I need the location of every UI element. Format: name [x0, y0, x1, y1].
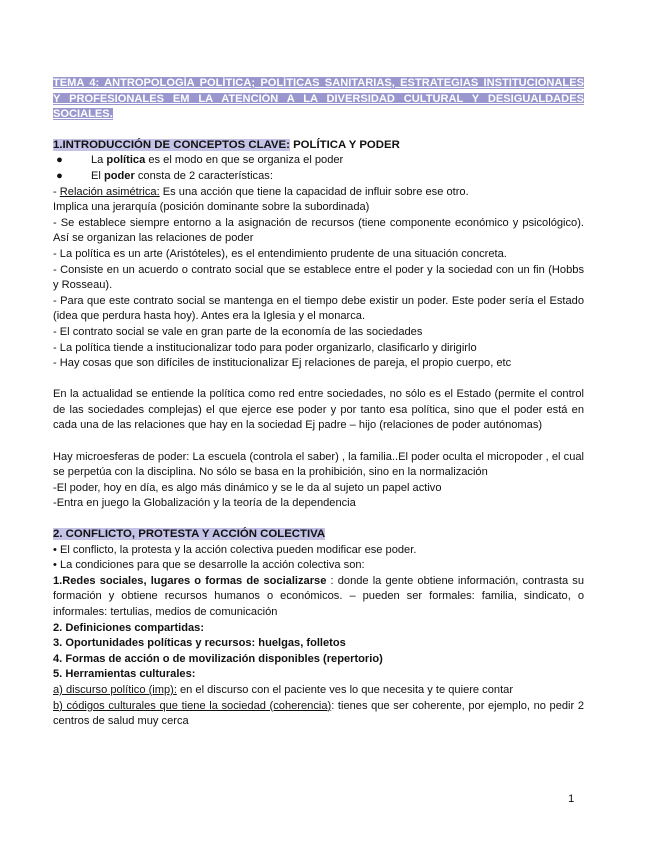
- paragraph-line: -El poder, hoy en día, es algo más dinámico y se le da al sujeto un papel activo: [53, 481, 442, 494]
- bullet-dot-icon: ●: [53, 169, 63, 182]
- bullet-politica: [53, 153, 584, 169]
- section-2-heading-text: 2. CONFLICTO, PROTESTA Y ACCIÓN COLECTIVA: [53, 528, 326, 541]
- bullet-poder: [53, 169, 584, 185]
- section-1-line: - Hay cosas que son difíciles de institucionalizar Ej relaciones de pareja, el propio cuerpo, etc: [53, 357, 512, 370]
- section-1-line: Implica una jerarquía (posición dominante sobre la subordinada): [53, 201, 370, 214]
- sub-item-codigos: [53, 699, 584, 730]
- page-content: [53, 76, 584, 730]
- section-1-heading-b: POLÍTICA Y PODER: [289, 138, 400, 151]
- section-1-line: - La política tiende a institucionalizar todo para poder organizarlo, clasificarlo y dirigirlo: [53, 341, 477, 354]
- section-1-heading: [53, 138, 584, 154]
- section-1-line: - La política es un arte (Aristóteles), es el entendimiento prudente de una situación concreta.: [53, 247, 507, 260]
- item-bold: 4. Formas de acción o de movilización disponibles (repertorio): [53, 652, 383, 665]
- item-redes-sociales-label: 1.Redes sociales, lugares o formas de socializarse: [53, 574, 327, 587]
- paragraph-microesferas: Hay microesferas de poder: La escuela (controla el saber) , la familia..El poder oculta el micropoder , el cual se perpetúa con la disciplina. No sólo se basa en la prohibición, sino en la normalización: [53, 450, 584, 479]
- bullet-politica-text: La política es el modo en que se organiza el poder: [91, 154, 344, 167]
- section-2-bullet: • La condiciones para que se desarrolle la acción colectiva son:: [53, 559, 365, 572]
- paragraph-line: -Entra en juego la Globalización y la teoría de la dependencia: [53, 497, 356, 510]
- section-1-line: - Consiste en un acuerdo o contrato social que se establece entre el poder y la sociedad con un fin (Hobbs y Rosseau).: [53, 263, 584, 292]
- item-redes-sociales: [53, 574, 584, 621]
- sub-item-discurso-label: a) discurso político (imp):: [53, 683, 177, 696]
- bullet-poder-text: El poder consta de 2 características:: [91, 169, 273, 182]
- section-1-heading-a: 1.INTRODUCCIÓN DE CONCEPTOS CLAVE:: [53, 138, 290, 151]
- sub-item-discurso: [53, 683, 584, 699]
- item-bold: 3. Oportunidades políticas y recursos: huelgas, folletos: [53, 637, 346, 650]
- section-2-heading: [53, 527, 584, 543]
- relacion-asimetrica: - Relación asimétrica: Es una acción que tiene la capacidad de influir sobre ese otro.: [53, 185, 469, 198]
- item-bold: 2. Definiciones compartidas:: [53, 621, 205, 634]
- sub-item-discurso-text: en el discurso con el paciente ves lo que necesita y te quiere contar: [176, 683, 514, 696]
- item-bold: 5. Herramientas culturales:: [53, 668, 196, 681]
- relacion-asimetrica-label: Relación asimétrica:: [59, 185, 160, 198]
- section-1-line: - El contrato social se vale en gran parte de la economía de las sociedades: [53, 325, 423, 338]
- paragraph-actualidad: En la actualidad se entiende la política como red entre sociedades, no sólo es el Estado (permite el control de las sociedades complejas) el que ejerce ese poder y por tanto esa política, sino que el poder está en cada una de las relaciones que hay en la sociedad Ej padre – hijo (relaciones de poder autónomas): [53, 388, 584, 432]
- sub-item-codigos-text: : tienes que ser coherente, por ejemplo, no pedir 2 centros de salud muy cerca: [53, 699, 584, 728]
- item-redes-sociales-text: : donde la gente obtiene información, contrasta su formación y obtiene recursos humanos o económicos. – pueden ser formales: familia, sindicato, o informales: tertulias, medios de comunicación: [53, 574, 584, 618]
- section-2-bullet: • El conflicto, la protesta y la acción colectiva pueden modificar ese poder.: [53, 543, 417, 556]
- relacion-asimetrica-text: Es una acción que tiene la capacidad de influir sobre ese otro.: [159, 185, 469, 198]
- bullet-dot-icon: ●: [53, 154, 63, 167]
- document-title: [53, 76, 584, 123]
- sub-item-codigos-label: b) códigos culturales que tiene la sociedad (coherencia): [53, 699, 332, 712]
- section-1-line: - Para que este contrato social se mantenga en el tiempo debe existir un poder. Este poder sería el Estado (idea que perdura hasta hoy). Antes era la Iglesia y el monarca.: [53, 294, 584, 323]
- title-text: TEMA 4: ANTROPOLOGÍA POLÍTICA; POLÍTICAS SANITARIAS, ESTRATEGIAS INSTITUCIONALES Y PROFESIONALES EM LA ATENCIÓN A LA DIVERSIDAD CULTURAL Y DESIGUALDADES SOCIALES.: [53, 77, 584, 121]
- section-1-line: - Se establece siempre entorno a la asignación de recursos (tiene componente económico y psicológico). Así se organizan las relaciones de poder: [53, 216, 584, 245]
- page-number: 1: [568, 793, 575, 805]
